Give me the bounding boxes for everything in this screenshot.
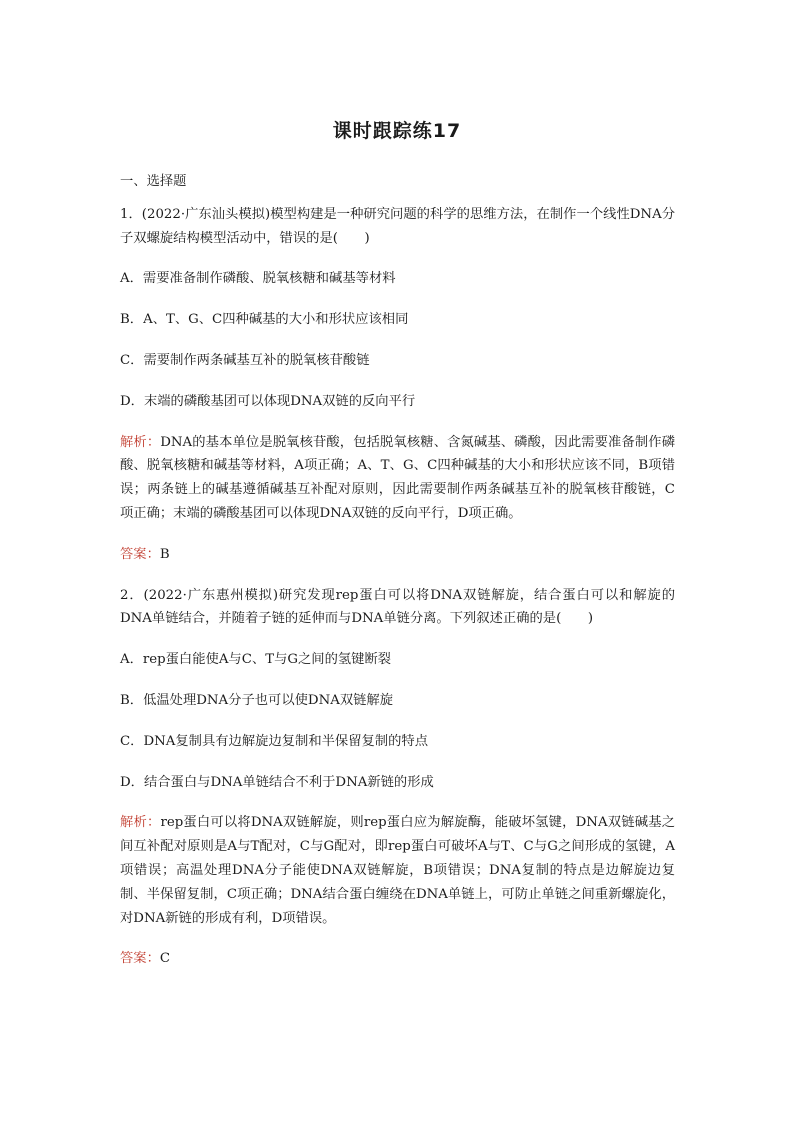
- option-c: C．DNA复制具有边解旋边复制和半保留复制的特点: [120, 733, 429, 749]
- option-b: B．A、T、G、C四种碱基的大小和形状应该相同: [120, 312, 409, 328]
- answer-label: 答案：: [120, 951, 160, 967]
- page-title: 课时跟踪练17: [332, 120, 462, 142]
- answer-value: B: [159, 546, 170, 562]
- option-d: D．结合蛋白与DNA单链结合不利于DNA新链的形成: [120, 774, 434, 790]
- answer: [120, 543, 675, 567]
- analysis-text: rep蛋白可以将DNA双链解旋，则rep蛋白应为解旋酶，能破坏氢键，DNA双链碱基之间互补配对原则是A与T配对，C与G配对，即rep蛋白可破坏A与T、C与G之间形成的氢键，A项错误；高温处理DNA分子能使DNA双链解旋，B项错误；DNA复制的特点是边解旋边复制、半保留复制，C项正确；DNA结合蛋白缠绕在DNA单链上，可防止单链之间重新螺旋化，对DNA新链的形成有利，D项错误。: [120, 815, 675, 926]
- question-2: [120, 584, 675, 972]
- question-1: [120, 203, 675, 567]
- option-d: D．末端的磷酸基团可以体现DNA双链的反向平行: [120, 393, 416, 409]
- analysis-text: DNA的基本单位是脱氧核苷酸，包括脱氧核糖、含氮碱基、磷酸，因此需要准备制作磷酸、脱氧核糖和碱基等材料，A项正确；A、T、G、C四种碱基的大小和形状应该不同，B项错误；两条链上的碱基遵循碱基互补配对原则，因此需要制作两条碱基互补的脱氧核苷酸链，C项正确；末端的磷酸基团可以体现DNA双链的反向平行，D项正确。: [120, 434, 676, 521]
- analysis: [120, 811, 675, 930]
- question-stem: 1．(2022·广东汕头模拟)模型构建是一种研究问题的科学的思维方法，在制作一个线性DNA分子双螺旋结构模型活动中，错误的是( ): [120, 206, 675, 246]
- analysis: [120, 431, 675, 526]
- answer-label: 答案：: [120, 546, 160, 562]
- option-b: B．低温处理DNA分子也可以使DNA双链解旋: [120, 692, 394, 708]
- question-stem: 2．(2022·广东惠州模拟)研究发现rep蛋白可以将DNA双链解旋，结合蛋白可以和解旋的DNA单链结合，并随着子链的延伸而与DNA单链分离。下列叙述正确的是( ): [120, 587, 675, 627]
- analysis-label: 解析：: [120, 815, 161, 831]
- option-a: A．rep蛋白能使A与C、T与G之间的氢键断裂: [120, 652, 392, 668]
- analysis-label: 解析：: [120, 434, 161, 450]
- answer-value: C: [159, 951, 171, 967]
- document-body: [120, 170, 675, 988]
- answer: [120, 947, 675, 971]
- section-heading: 一、选择题: [120, 174, 187, 189]
- option-a: A．需要准备制作磷酸、脱氧核糖和碱基等材料: [120, 271, 396, 287]
- option-c: C．需要制作两条碱基互补的脱氧核苷酸链: [120, 352, 370, 368]
